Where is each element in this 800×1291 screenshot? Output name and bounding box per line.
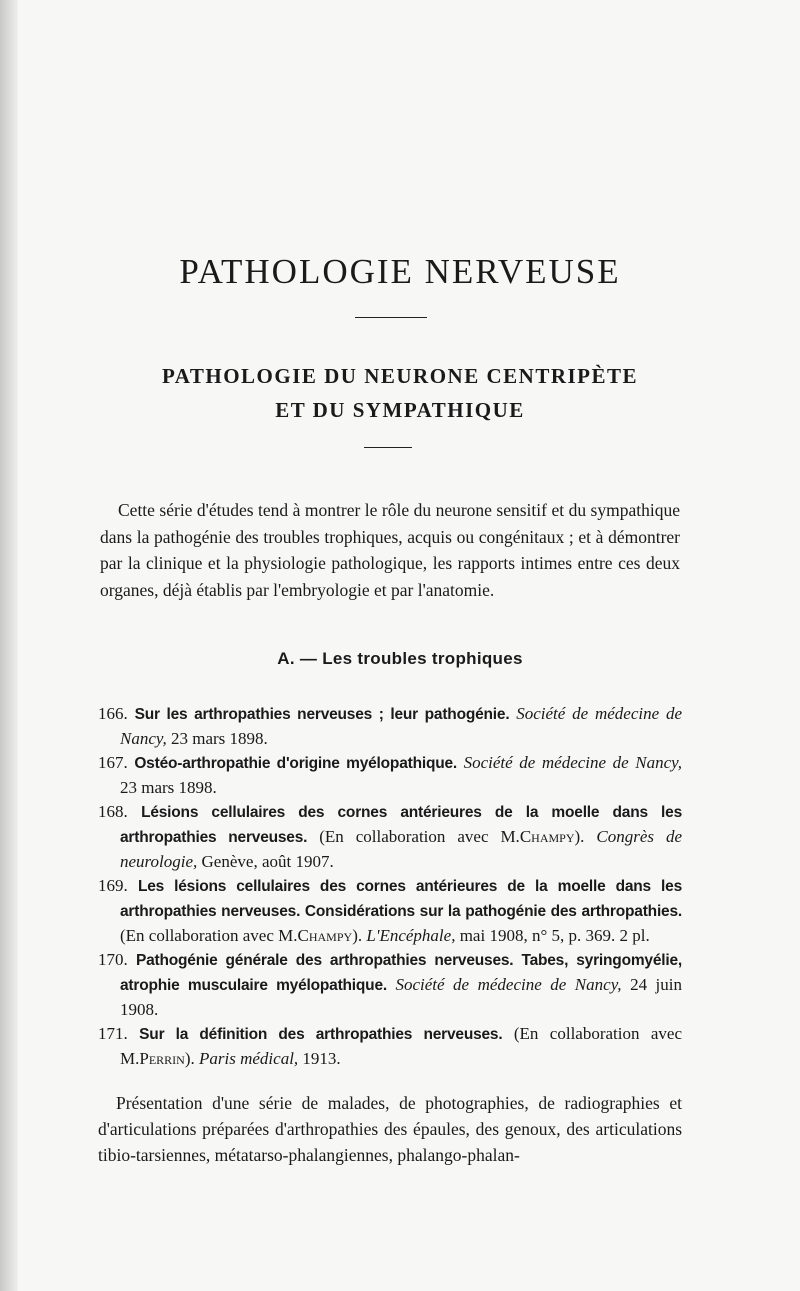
reference-item-170 [98, 948, 682, 1022]
reference-item-169 [98, 874, 682, 948]
reference-venue: L'Encéphale, [366, 926, 456, 945]
reference-title: Pathogénie générale des arthropathies nerveuses. Tabes, syringomyélie, atrophie musculaire myélopathique. [120, 952, 683, 994]
reference-item-171 [98, 1022, 682, 1071]
reference-item-168 [98, 800, 682, 874]
reference-collab-prefix: (En collaboration avec M. [319, 827, 520, 846]
reference-venue: Congrès de neurologie, [120, 827, 682, 871]
reference-details: mai 1908, n° 5, p. 369. 2 pl. [459, 926, 650, 945]
subtitle-divider [364, 447, 412, 448]
reference-venue: Société de médecine de Nancy, [395, 975, 622, 994]
reference-venue: Paris médical, [199, 1049, 299, 1068]
reference-collab-name: Perrin [139, 1049, 185, 1068]
reference-title: Lésions cellulaires des cornes antérieures de la moelle dans les arthropathies nerveuses. [120, 804, 683, 846]
reference-number: 167. [98, 753, 128, 772]
reference-title: Sur les arthropathies nerveuses ; leur pathogénie. [134, 706, 510, 723]
reference-list [98, 702, 682, 1071]
reference-collab-suffix: ). [184, 1049, 195, 1068]
reference-details: 24 juin 1908. [120, 975, 683, 1019]
title-divider [355, 317, 427, 318]
subtitle-line-2: ET DU SYMPATHIQUE [275, 398, 525, 422]
reference-number: 170. [98, 950, 128, 969]
reference-collab-prefix: (En collaboration avec M. [120, 1024, 683, 1068]
subtitle-line-1: PATHOLOGIE DU NEURONE CENTRIPÈTE [161, 364, 639, 388]
reference-venue: Société de médecine de Nancy, [463, 753, 682, 772]
reference-venue: Société de médecine de Nancy, [120, 704, 683, 748]
reference-item-166 [98, 702, 682, 751]
intro-paragraph: Cette série d'études tend à montrer le rôle du neurone sensitif et du sympathique dans la pathogénie des troubles trophiques, acquis ou congénitaux ; et à démontrer par la clinique et la physiologie pathologique, les rapports intimes entre ces deux organes, déjà établis par l'embryologie et par l'anatomie. [100, 500, 680, 600]
section-heading: A. — Les troubles trophiques [277, 649, 523, 668]
reference-title: Ostéo-arthropathie d'origine myélopathique. [134, 755, 458, 772]
reference-details: 23 mars 1898. [120, 778, 217, 797]
page-title: PATHOLOGIE NERVEUSE [179, 252, 621, 291]
reference-number: 166. [98, 704, 128, 723]
reference-collab-name: Champy [519, 827, 575, 846]
reference-title: Sur la définition des arthropathies nerveuses. [139, 1026, 503, 1043]
reference-collab-suffix: ). [574, 827, 585, 846]
reference-details: Genève, août 1907. [201, 852, 334, 871]
reference-collab-suffix: ). [352, 926, 363, 945]
reference-item-167 [98, 751, 682, 800]
reference-number: 169. [98, 876, 128, 895]
reference-title: Les lésions cellulaires des cornes antérieures de la moelle dans les arthropathies nerveuses. Considérations sur la pathogénie des arthropathies. [120, 878, 682, 920]
reference-details: 23 mars 1898. [171, 729, 268, 748]
reference-number: 168. [98, 802, 128, 821]
closing-paragraph: Présentation d'une série de malades, de photographies, de radiographies et d'articulations préparées d'arthropathies des épaules, des genoux, des articulations tibio-tarsiennes, métatarso-phalangiennes, phalango-phalan- [98, 1093, 682, 1165]
reference-collab-prefix: (En collaboration avec M. [120, 926, 298, 945]
reference-details: 1913. [302, 1049, 341, 1068]
reference-number: 171. [98, 1024, 128, 1043]
reference-collab-name: Champy [297, 926, 353, 945]
